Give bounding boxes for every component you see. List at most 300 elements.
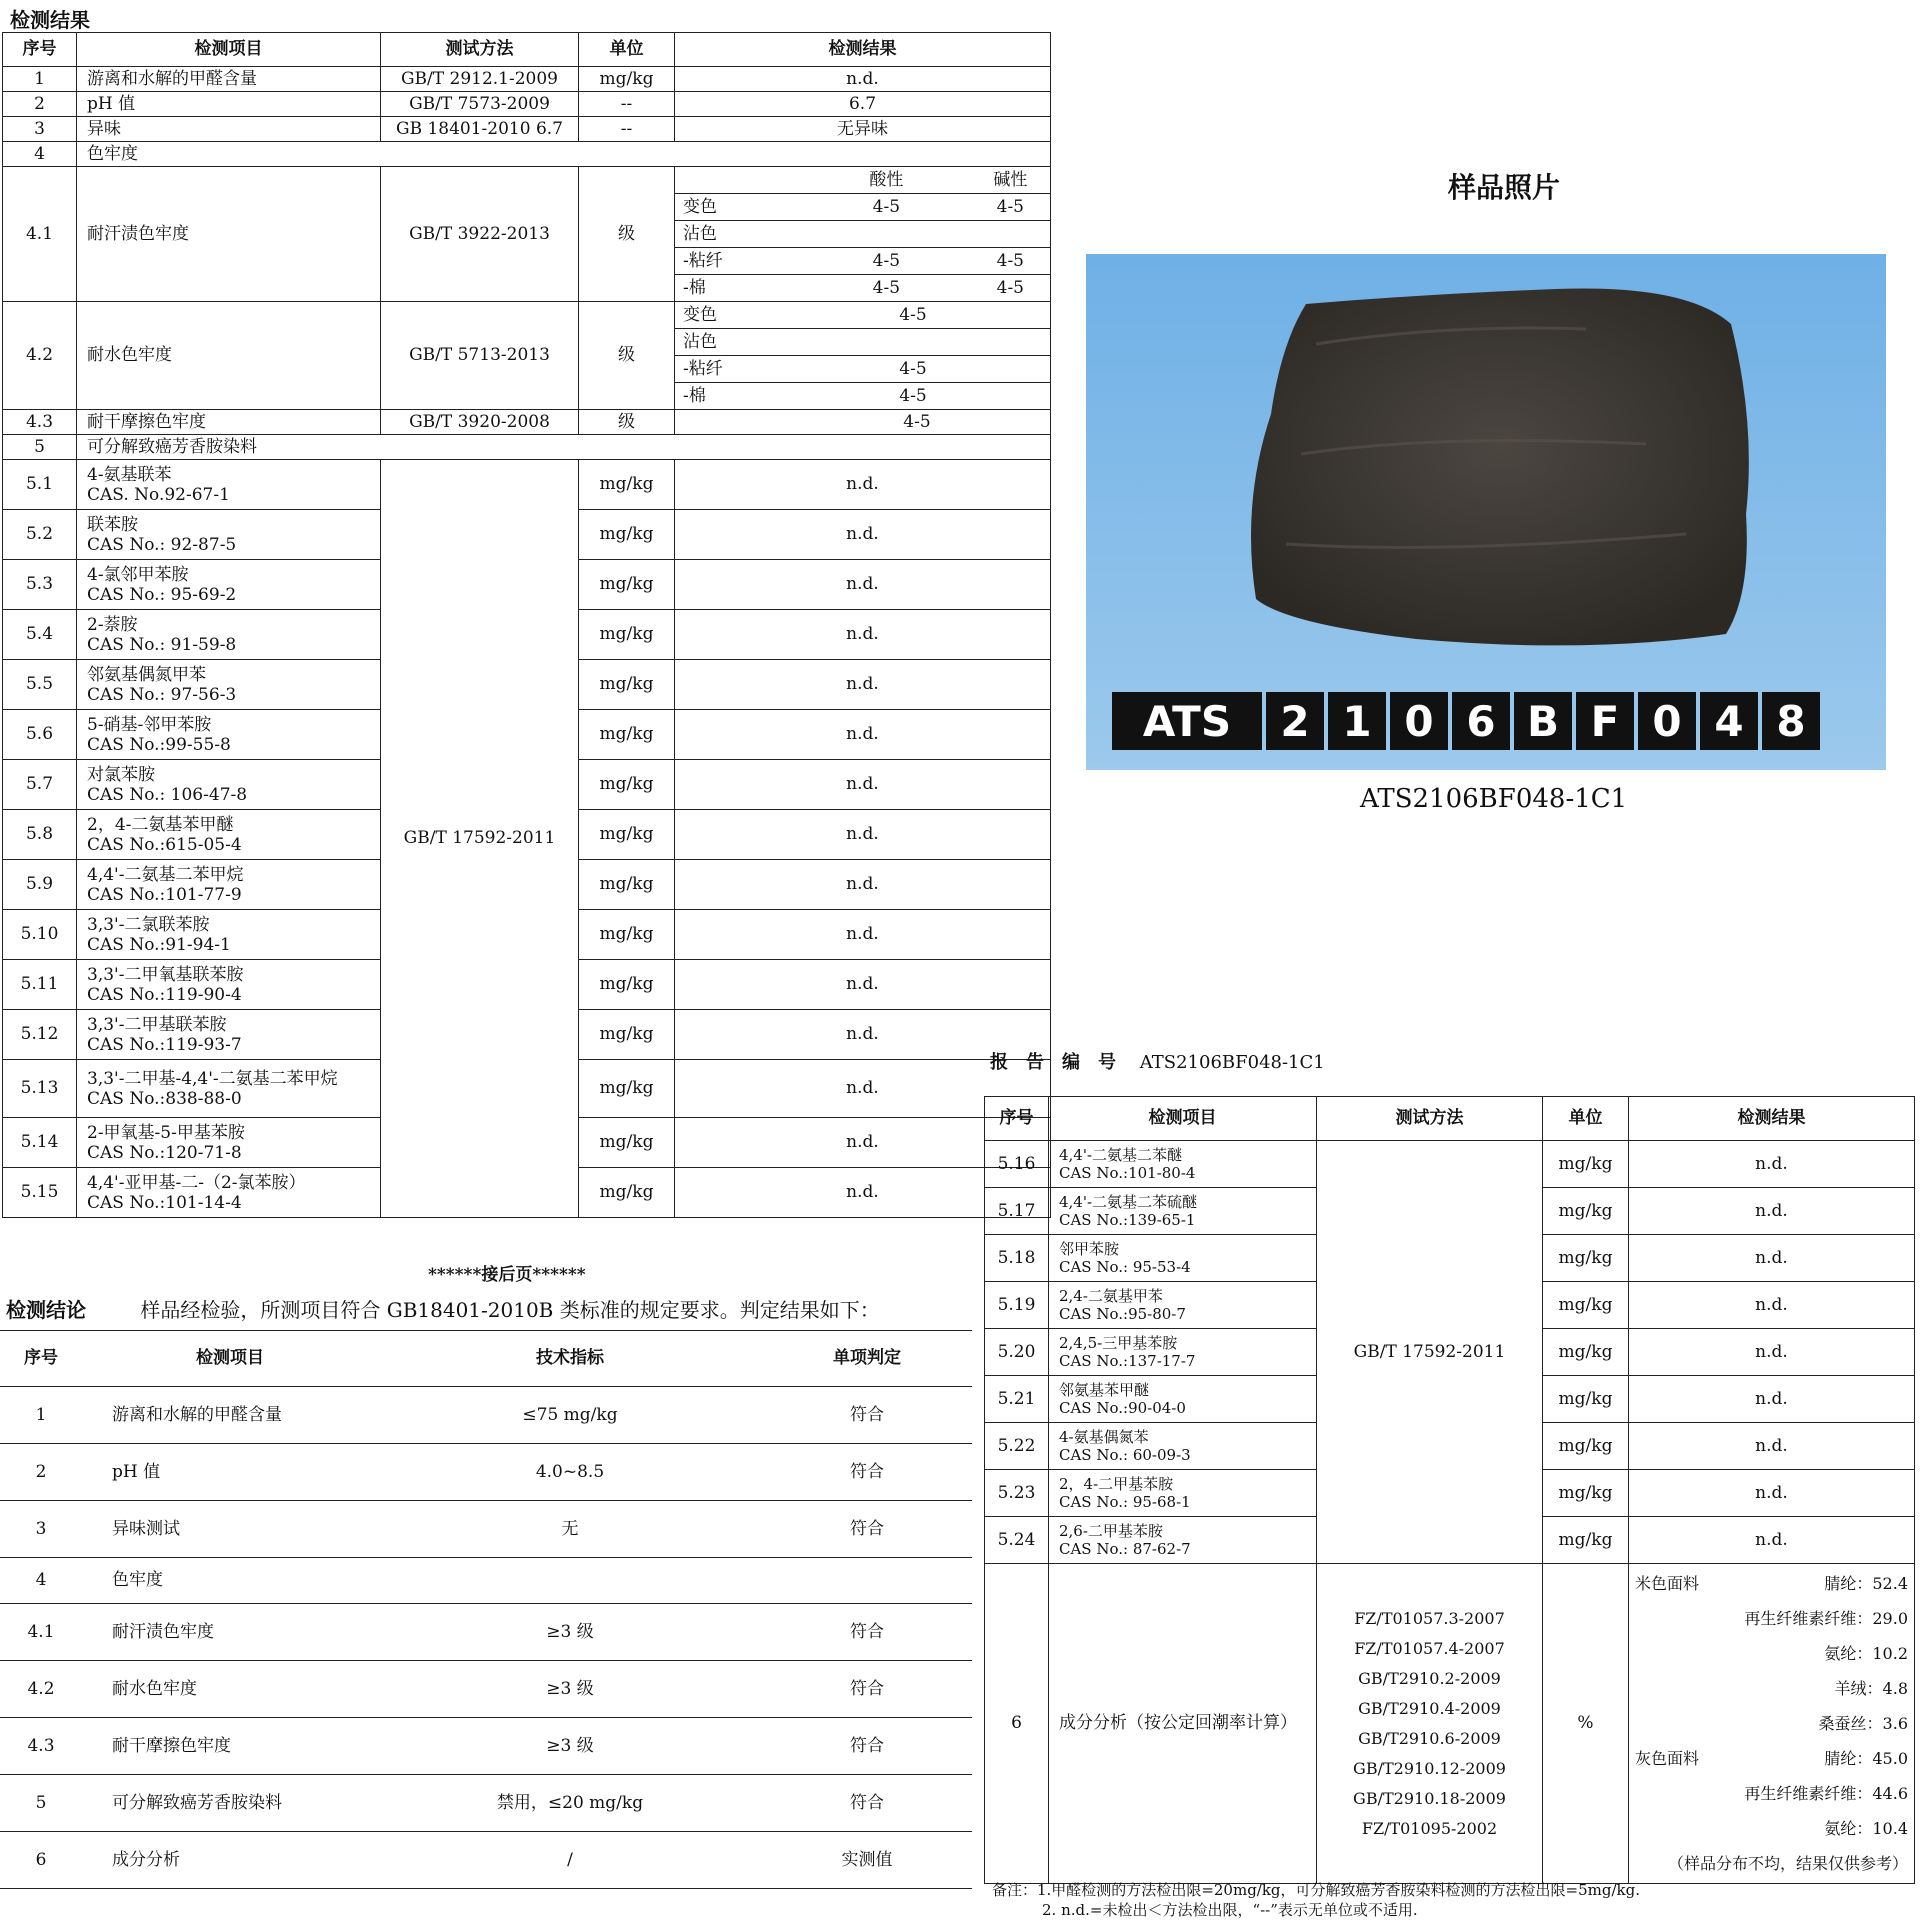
row-result: n.d.: [675, 1168, 1051, 1218]
row-item: 游离和水解的甲醛含量: [77, 67, 381, 92]
amine-name: 2，4-二甲基苯胺: [1059, 1475, 1174, 1493]
row-item: 色牢度: [77, 142, 1051, 167]
row-item: [77, 860, 381, 910]
fiber-pct: 52.4: [1872, 1574, 1908, 1593]
fiber-name: 桑蚕丝：: [1818, 1714, 1883, 1733]
row-item: pH 值: [82, 1444, 378, 1501]
row-result: n.d.: [675, 910, 1051, 960]
amine-name: 4-氯邻甲苯胺: [87, 564, 189, 585]
row-result: n.d.: [675, 660, 1051, 710]
sub-label: -粘纤: [683, 250, 723, 271]
row-spec: 禁用，≤20 mg/kg: [378, 1775, 762, 1832]
amine-name: 3,3'-二甲基联苯胺: [87, 1014, 227, 1035]
sub-value: 4-5: [899, 385, 927, 406]
table-row: [3, 67, 1051, 92]
sub-row: [675, 248, 1050, 275]
row-result: n.d.: [675, 710, 1051, 760]
fiber-pair: [1824, 1566, 1908, 1601]
row-result: n.d.: [675, 960, 1051, 1010]
row-item: 耐干摩擦色牢度: [77, 410, 381, 435]
perspiration-subtable: [675, 167, 1051, 302]
row-no: 5.16: [985, 1141, 1049, 1188]
amine-name: 3,3'-二甲氧基联苯胺: [87, 964, 244, 985]
fabric-label: 米色面料: [1635, 1574, 1700, 1593]
method-item: GB/T2910.4-2009: [1358, 1698, 1501, 1718]
fiber-name: 腈纶：: [1824, 1574, 1873, 1593]
col-header-no: 序号: [985, 1097, 1049, 1141]
label-char: 4: [1700, 692, 1758, 750]
sub-value: 4-5: [899, 304, 927, 325]
fiber-pct: 45.0: [1872, 1749, 1908, 1768]
amine-name: 2,4-二氨基甲苯: [1059, 1287, 1163, 1305]
amine-cas: CAS No.:120-71-8: [87, 1142, 242, 1163]
sub-value-b: 4-5: [996, 250, 1025, 271]
row-result: 6.7: [675, 92, 1051, 117]
label-char: F: [1576, 692, 1634, 750]
row-item: [77, 810, 381, 860]
row-unit: --: [579, 117, 675, 142]
row-result: n.d.: [675, 1010, 1051, 1060]
fiber-line: [1635, 1671, 1908, 1706]
row-no: 5.13: [3, 1060, 77, 1118]
amine-cas: CAS No.: 95-53-4: [1059, 1258, 1191, 1276]
row-no: 5.23: [985, 1470, 1049, 1517]
fiber-line: [1635, 1811, 1908, 1846]
row-item: 可分解致癌芳香胺染料: [82, 1775, 378, 1832]
fiber-name: 再生纤维素纤维：: [1744, 1784, 1873, 1803]
row-unit: mg/kg: [579, 710, 675, 760]
sub-row: [675, 221, 1050, 248]
amine-name: 邻甲苯胺: [1059, 1240, 1120, 1258]
label-char: 6: [1452, 692, 1510, 750]
table-row: [3, 142, 1051, 167]
composition-note: （样品分布不均，结果仅供参考）: [1667, 1854, 1908, 1873]
row-item: [77, 610, 381, 660]
row-no: 1: [0, 1387, 82, 1444]
col-header-item: 检测项目: [77, 33, 381, 67]
remarks: [992, 1880, 1640, 1920]
row-no: 5: [3, 435, 77, 460]
row-item: [77, 760, 381, 810]
fiber-name: 氨纶：: [1824, 1819, 1873, 1838]
col-header-method: 测试方法: [1317, 1097, 1543, 1141]
row-item: [1049, 1329, 1317, 1376]
row-result: n.d.: [675, 510, 1051, 560]
report-number-label: 报 告 编 号: [990, 1052, 1116, 1073]
row-result: n.d.: [1629, 1235, 1915, 1282]
table-row: [3, 410, 1051, 435]
row-unit: mg/kg: [1543, 1188, 1629, 1235]
amine-method: GB/T 17592-2011: [1317, 1141, 1543, 1564]
fiber-line: [1635, 1776, 1908, 1811]
row-unit: mg/kg: [579, 67, 675, 92]
row-no: 6: [985, 1564, 1049, 1884]
sample-label-strip: [1112, 692, 1820, 750]
table-row: [0, 1832, 972, 1889]
row-no: 3: [0, 1501, 82, 1558]
col-header-spec: 技术指标: [378, 1331, 762, 1387]
row-item: 色牢度: [82, 1558, 972, 1604]
row-no: 5.11: [3, 960, 77, 1010]
amine-name: 4-氨基联苯: [87, 464, 172, 485]
amine-cas: CAS No.:101-80-4: [1059, 1164, 1196, 1182]
sample-photo: [1086, 254, 1886, 770]
row-unit: mg/kg: [1543, 1235, 1629, 1282]
row-item: 耐汗渍色牢度: [82, 1604, 378, 1661]
amine-name: 4,4'-亚甲基-二-（2-氯苯胺）: [87, 1172, 306, 1193]
conclusion-label: 检测结论: [6, 1298, 86, 1322]
sub-row: [675, 302, 1050, 329]
row-unit: 级: [579, 167, 675, 302]
row-item: [77, 560, 381, 610]
row-no: 5.14: [3, 1118, 77, 1168]
sub-label: 沾色: [683, 331, 717, 352]
row-no: 4.2: [0, 1661, 82, 1718]
conclusion-table: [0, 1330, 972, 1889]
amine-name: 2，4-二氨基苯甲醚: [87, 814, 234, 835]
table-row: [3, 117, 1051, 142]
fiber-name: 氨纶：: [1824, 1644, 1873, 1663]
row-no: 5.17: [985, 1188, 1049, 1235]
row-unit: mg/kg: [1543, 1141, 1629, 1188]
table-row: [0, 1775, 972, 1832]
label-char: 1: [1328, 692, 1386, 750]
row-item: [1049, 1282, 1317, 1329]
row-method: GB 18401-2010 6.7: [381, 117, 579, 142]
fiber-pct: 10.2: [1872, 1644, 1908, 1663]
row-unit: mg/kg: [1543, 1470, 1629, 1517]
row-no: 5.21: [985, 1376, 1049, 1423]
fiber-line: [1635, 1566, 1908, 1601]
row-no: 5.24: [985, 1517, 1049, 1564]
row-result: n.d.: [1629, 1141, 1915, 1188]
amine-cas: CAS No.: 91-59-8: [87, 634, 237, 655]
amine-cas: CAS No.:615-05-4: [87, 834, 242, 855]
row-item: [77, 1060, 381, 1118]
acid-label: 酸性: [869, 169, 904, 190]
label-char: B: [1514, 692, 1572, 750]
results-table: [2, 32, 1051, 1218]
row-judge: 符合: [762, 1604, 972, 1661]
row-method: GB/T 2912.1-2009: [381, 67, 579, 92]
amine-name: 2-甲氧基-5-甲基苯胺: [87, 1122, 245, 1143]
table-row: [0, 1387, 972, 1444]
remark-2: 2. n.d.=未检出＜方法检出限，“--”表示无单位或不适用.: [1042, 1901, 1418, 1919]
row-no: 5.9: [3, 860, 77, 910]
row-judge: 符合: [762, 1718, 972, 1775]
row-unit: mg/kg: [579, 760, 675, 810]
row-result: [675, 410, 1051, 435]
table-row: [0, 1558, 972, 1604]
sub-value-b: 4-5: [996, 277, 1025, 298]
row-no: 1: [3, 67, 77, 92]
amine-cas: CAS No.: 60-09-3: [1059, 1446, 1191, 1464]
table-row-4-2: [3, 302, 1051, 410]
row-item: [77, 960, 381, 1010]
row-result: n.d.: [675, 860, 1051, 910]
fiber-pct: 4.8: [1882, 1679, 1908, 1698]
row-item: 耐汗渍色牢度: [77, 167, 381, 302]
row-judge: 符合: [762, 1775, 972, 1832]
row-no: 6: [0, 1832, 82, 1889]
row-unit: mg/kg: [579, 1010, 675, 1060]
row-item: [77, 1010, 381, 1060]
amine-cas: CAS No.:99-55-8: [87, 734, 231, 755]
row-item: 异味测试: [82, 1501, 378, 1558]
row-no: 4.3: [3, 410, 77, 435]
row-unit: mg/kg: [579, 960, 675, 1010]
row-method: GB/T 3920-2008: [381, 410, 579, 435]
row-unit: mg/kg: [579, 810, 675, 860]
row-unit: mg/kg: [579, 1168, 675, 1218]
row-judge: 符合: [762, 1444, 972, 1501]
row-result: n.d.: [675, 67, 1051, 92]
col-header-method: 测试方法: [381, 33, 579, 67]
amine-name: 邻氨基偶氮甲苯: [87, 664, 206, 685]
amine-name: 5-硝基-邻甲苯胺: [87, 714, 212, 735]
table-row: [3, 92, 1051, 117]
row-result: 无异味: [675, 117, 1051, 142]
row-item: [1049, 1517, 1317, 1564]
amine-cas: CAS No.:101-14-4: [87, 1192, 242, 1213]
row-unit: mg/kg: [579, 1118, 675, 1168]
row-item: 耐干摩擦色牢度: [82, 1718, 378, 1775]
table-row: [0, 1661, 972, 1718]
report-number-line: [990, 1048, 1325, 1074]
fiber-line: [1635, 1636, 1908, 1671]
row-unit: mg/kg: [579, 860, 675, 910]
row-result: n.d.: [675, 460, 1051, 510]
remark-1: 备注：1.甲醛检测的方法检出限=20mg/kg，可分解致癌芳香胺染料检测的方法检出限=5mg/kg.: [992, 1881, 1640, 1899]
row-method: GB/T 3922-2013: [381, 167, 579, 302]
row-no: 3: [3, 117, 77, 142]
table-row-4-1: [3, 167, 1051, 302]
row-result: n.d.: [675, 1118, 1051, 1168]
row-item: 成分分析: [82, 1832, 378, 1889]
row-unit: mg/kg: [1543, 1423, 1629, 1470]
row-no: 5.19: [985, 1282, 1049, 1329]
conclusion-text: 样品经检验，所测项目符合 GB18401-2010B 类标准的规定要求。判定结果如下：: [140, 1298, 880, 1322]
row-result: n.d.: [675, 560, 1051, 610]
amine-cas: CAS No.: 106-47-8: [87, 784, 248, 805]
table-row: [0, 1718, 972, 1775]
sub-row: [675, 329, 1050, 356]
results-heading: 检测结果: [10, 8, 90, 32]
table-row: [0, 1604, 972, 1661]
row-result: n.d.: [1629, 1517, 1915, 1564]
row-spec: 4.0~8.5: [378, 1444, 762, 1501]
row-item: 可分解致癌芳香胺染料: [77, 435, 1051, 460]
row-item: [1049, 1470, 1317, 1517]
amine-name: 3,3'-二氯联苯胺: [87, 914, 210, 935]
amine-name: 对氯苯胺: [87, 764, 155, 785]
method-item: GB/T2910.6-2009: [1358, 1728, 1501, 1748]
sub-label: -棉: [683, 277, 706, 298]
row-unit: mg/kg: [1543, 1517, 1629, 1564]
sub-row: [675, 275, 1050, 301]
row-unit: 级: [579, 302, 675, 410]
fiber-pct: 3.6: [1882, 1714, 1908, 1733]
report-number: ATS2106BF048-1C1: [1139, 1052, 1325, 1073]
sub-value-a: 4-5: [872, 196, 901, 217]
row-item: 游离和水解的甲醛含量: [82, 1387, 378, 1444]
amine-name: 4-氨基偶氮苯: [1059, 1428, 1149, 1446]
row-item: [77, 460, 381, 510]
row-no: 5.5: [3, 660, 77, 710]
composition-row: [985, 1564, 1915, 1884]
row-spec: 无: [378, 1501, 762, 1558]
sub-label: -粘纤: [683, 358, 723, 379]
row-item: [77, 1168, 381, 1218]
row-no: 5.18: [985, 1235, 1049, 1282]
fiber-line: [1635, 1741, 1908, 1776]
label-char: ATS: [1112, 692, 1262, 750]
amine-cas: CAS No.:101-77-9: [87, 884, 242, 905]
sub-value-b: 4-5: [996, 196, 1025, 217]
row-result-value: 4-5: [903, 411, 931, 432]
row-no: 4: [0, 1558, 82, 1604]
fiber-line: [1635, 1706, 1908, 1741]
amine-name: 4,4'-二氨基二苯醚: [1059, 1146, 1183, 1164]
amine-name: 邻氨基苯甲醚: [1059, 1381, 1150, 1399]
amine-cas: CAS No.:90-04-0: [1059, 1399, 1186, 1417]
continued-note: ******接后页******: [428, 1265, 586, 1285]
row-item: pH 值: [77, 92, 381, 117]
amine-name: 2-萘胺: [87, 614, 138, 635]
fiber-name: 再生纤维素纤维：: [1744, 1609, 1873, 1628]
amine-name: 2,4,5-三甲基苯胺: [1059, 1334, 1178, 1352]
row-result: n.d.: [675, 610, 1051, 660]
amine-cas: CAS No.:119-93-7: [87, 1034, 242, 1055]
table-row: [985, 1141, 1915, 1188]
row-no: 5.8: [3, 810, 77, 860]
row-unit: mg/kg: [1543, 1329, 1629, 1376]
methods-list: [1321, 1604, 1538, 1844]
row-spec: ≥3 级: [378, 1718, 762, 1775]
sub-row: [675, 194, 1050, 221]
row-no: 2: [3, 92, 77, 117]
col-header-item: 检测项目: [82, 1331, 378, 1387]
amine-cas: CAS No.:838-88-0: [87, 1088, 242, 1109]
col-header-no: 序号: [0, 1331, 82, 1387]
composition-methods: [1317, 1564, 1543, 1884]
amine-name: 4,4'-二氨基二苯甲烷: [87, 864, 244, 885]
row-item: [77, 660, 381, 710]
row-no: 5.6: [3, 710, 77, 760]
row-no: 5: [0, 1775, 82, 1832]
label-char: 0: [1390, 692, 1448, 750]
row-judge: 符合: [762, 1387, 972, 1444]
row-unit: mg/kg: [579, 510, 675, 560]
fiber-pair: [1824, 1741, 1908, 1776]
row-result: n.d.: [675, 810, 1051, 860]
table-row: [0, 1444, 972, 1501]
composition-list: [1635, 1566, 1908, 1881]
row-no: 5.22: [985, 1423, 1049, 1470]
row-judge: 实测值: [762, 1832, 972, 1889]
row-item: 成分分析（按公定回潮率计算）: [1049, 1564, 1317, 1884]
table-row: [3, 460, 1051, 510]
method-item: GB/T2910.2-2009: [1358, 1668, 1501, 1688]
row-unit: mg/kg: [579, 910, 675, 960]
amine-cas: CAS No.:137-17-7: [1059, 1352, 1196, 1370]
col-header-unit: 单位: [579, 33, 675, 67]
fabric-label: 灰色面料: [1635, 1749, 1700, 1768]
row-result: n.d.: [1629, 1470, 1915, 1517]
row-judge: 符合: [762, 1501, 972, 1558]
row-spec: ≥3 级: [378, 1661, 762, 1718]
row-result: n.d.: [675, 1060, 1051, 1118]
col-header-unit: 单位: [1543, 1097, 1629, 1141]
row-spec: ≥3 级: [378, 1604, 762, 1661]
amine-name: 4,4'-二氨基二苯硫醚: [1059, 1193, 1198, 1211]
row-judge: 符合: [762, 1661, 972, 1718]
row-unit: mg/kg: [579, 1060, 675, 1118]
sub-label: 变色: [683, 196, 717, 217]
row-result: n.d.: [675, 760, 1051, 810]
amine-cas: CAS No.: 95-69-2: [87, 584, 237, 605]
fiber-pct: 44.6: [1872, 1784, 1908, 1803]
method-item: FZ/T01057.3-2007: [1354, 1608, 1505, 1628]
row-no: 2: [0, 1444, 82, 1501]
table-row: [0, 1501, 972, 1558]
sub-label: 沾色: [683, 223, 717, 244]
row-no: 4.1: [0, 1604, 82, 1661]
row-no: 4.1: [3, 167, 77, 302]
label-char: 8: [1762, 692, 1820, 750]
method-item: FZ/T01095-2002: [1361, 1818, 1498, 1838]
row-no: 5.15: [3, 1168, 77, 1218]
photo-title: 样品照片: [1448, 171, 1561, 204]
row-result: n.d.: [1629, 1423, 1915, 1470]
row-unit: mg/kg: [579, 460, 675, 510]
row-spec: /: [378, 1832, 762, 1889]
row-unit: %: [1543, 1564, 1629, 1884]
sub-row: [675, 383, 1050, 409]
row-item: [77, 910, 381, 960]
row-no: 5.2: [3, 510, 77, 560]
sub-value-a: 4-5: [872, 277, 901, 298]
row-item: 耐水色牢度: [77, 302, 381, 410]
sub-value: 4-5: [899, 358, 927, 379]
amine-cas: CAS No.:119-90-4: [87, 984, 242, 1005]
method-item: GB/T2910.18-2009: [1353, 1788, 1506, 1808]
alkaline-label: 碱性: [993, 169, 1028, 190]
row-no: 4.3: [0, 1718, 82, 1775]
row-unit: 级: [579, 410, 675, 435]
row-item: [77, 710, 381, 760]
col-header-result: 检测结果: [1629, 1097, 1915, 1141]
amine-name: 2,6-二甲基苯胺: [1059, 1522, 1163, 1540]
row-no: 5.10: [3, 910, 77, 960]
row-no: 5.4: [3, 610, 77, 660]
amine-cas: CAS. No.92-67-1: [87, 484, 230, 505]
composition-result: [1629, 1564, 1915, 1884]
sub-row: [675, 356, 1050, 383]
fiber-name: 羊绒：: [1834, 1679, 1883, 1698]
fiber-pct: 29.0: [1872, 1609, 1908, 1628]
fiber-name: 腈纶：: [1824, 1749, 1873, 1768]
row-item: [77, 1118, 381, 1168]
row-unit: mg/kg: [579, 560, 675, 610]
method-item: GB/T2910.12-2009: [1353, 1758, 1506, 1778]
amine-cas: CAS No.: 92-87-5: [87, 534, 237, 555]
method-item: FZ/T01057.4-2007: [1354, 1638, 1505, 1658]
row-item: 异味: [77, 117, 381, 142]
amine-method: GB/T 17592-2011: [381, 460, 579, 1218]
amine-name: 3,3'-二甲基-4,4'-二氨基二苯甲烷: [87, 1068, 338, 1089]
amine-cas: CAS No.: 95-68-1: [1059, 1493, 1191, 1511]
